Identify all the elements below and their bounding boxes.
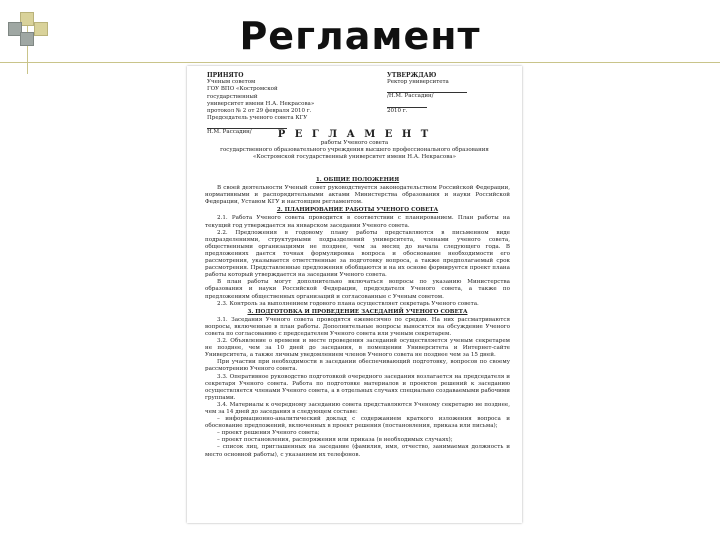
paragraph: 2.3. Контроль за выполнением годового плана осуществляет секретарь Ученого совета. (217, 300, 479, 307)
list-item: – проект решения Ученого совета; (217, 430, 320, 437)
document-heading (187, 129, 522, 161)
approval-block-right (387, 72, 507, 115)
approval-right-signature: /Н.М. Рассадин/ (387, 93, 434, 100)
paragraph: 3.1. Заседания Ученого совета проводятся ежемесячно по средам. На них рассматриваются вопросы, включенные в план работы. Дополнительные вопросы выносятся на обсуждение Ученого совета по согласованию с председателем Ученого совета или ученым секретарем. (205, 316, 510, 337)
approval-left-line: ГОУ ВПО «Костромской государственный (207, 86, 278, 100)
approval-left-line: Председатель ученого совета КГУ (207, 115, 308, 122)
paragraph: 3.3. Оперативное руководство подготовкой очередного заседания возлагается на председателя и секретаря Ученого совета. Работа по подготовке материалов и проектов решений к заседанию осуществляется членами Ученого совета, а в отдельных случаях специально создаваемыми рабочими группами. (205, 373, 510, 401)
approval-left-line: протокол № 2 от 29 февраля 2010 г. (207, 108, 312, 115)
section-title: 2. ПЛАНИРОВАНИЕ РАБОТЫ УЧЕНОГО СОВЕТА (276, 207, 439, 214)
approval-right-head: УТВЕРЖДАЮ (387, 72, 437, 79)
document-org-line: государственного образовательного учреждения высшего профессионального образования (220, 147, 489, 153)
approval-block-left (207, 72, 327, 137)
paragraph: 3.4. Материалы к очередному заседанию совета представляются Ученому секретарю не позднее, чем за 14 дней до заседания в следующем составе: (205, 401, 510, 415)
list-item: – проект постановления, распоряжения или приказа (в необходимых случаях); (217, 437, 453, 444)
paragraph: В своей деятельности Ученый совет руководствуется законодательством Российской Федерации, нормативными и распорядительными актами Министерства образования и науки Российской Федерации, Уставом КГУ и настоящим регламентом. (205, 185, 510, 206)
approval-left-line: университет имени Н.А. Некрасова» (207, 100, 315, 107)
scanned-document (187, 66, 522, 523)
paragraph: При участии при необходимости в заседании обеспечивающий подготовку, вопросов по своему рассмотрению Ученого совета. (205, 359, 510, 373)
paragraph: В план работы могут дополнительно включаться вопросы по указанию Министерства образования и науки Российской Федерации, председателя Ученого совета, а также по предложениям общественных организаций и согласованные с Ученым советом. (205, 279, 510, 300)
approval-right-line: Ректор университета (387, 79, 449, 86)
slide-title: Регламент (239, 14, 481, 58)
decor-horizontal-line (0, 62, 720, 63)
list-item: – информационно-аналитический доклад с содержанием краткого изложения вопроса и обоснование предложений, включенных в проект решения (постановления, приказа или письма); (205, 416, 510, 430)
paragraph: 3.2. Объявление о времени и месте проведения заседаний осуществляется ученым секретарем не позднее, чем за 10 дней до заседания, в помещении Университета и Интернет-сайте Университета, а также личным уведомлением членов Ученого совета не позднее чем за 15 дней. (205, 338, 510, 359)
approval-left-head: ПРИНЯТО (207, 72, 244, 79)
document-title: Р Е Г Л А М Е Н Т (277, 129, 432, 140)
approval-left-signature: Н.М. Рассадин/ (207, 129, 252, 136)
document-subtitle: работы Ученого совета (320, 140, 389, 146)
list-item: – список лиц, приглашенных на заседание (фамилия, имя, отчество, занимаемая должность и место основной работы), с указанием их телефонов. (205, 444, 510, 458)
document-body (205, 176, 510, 459)
approval-right-date: 2010 г. (387, 107, 408, 114)
document-org-line: «Костромской государственный университет имени Н.А. Некрасова» (253, 154, 456, 160)
section-title: 1. ОБЩИЕ ПОЛОЖЕНИЯ (315, 177, 400, 183)
section-title: 3. ПОДГОТОВКА И ПРОВЕДЕНИЕ ЗАСЕДАНИЙ УЧЕНОГО СОВЕТА (247, 308, 468, 315)
approval-left-line: Ученым советом (207, 79, 256, 86)
paragraph: 2.1. Работа Ученого совета проводится в соответствии с планированием. План работы на текущий год утверждается на январском заседании Ученого совета. (205, 215, 510, 229)
paragraph: 2.2. Предложения в годовому плану работы представляются в письменном виде подразделениями, структурными подразделений университета, членами ученого совета, общественными организациями не позднее, чем за месяц до начала следующего года. В предложениях дается точная формулировка вопроса и обоснование необходимости его рассмотрения, указывается ответственные за подготовку вопроса, а также предполагаемый срок рассмотрения. Представленные предложения обобщаются и на их основе формируется проект плана работы который утверждается на заседании Ученого совета. (205, 229, 510, 279)
